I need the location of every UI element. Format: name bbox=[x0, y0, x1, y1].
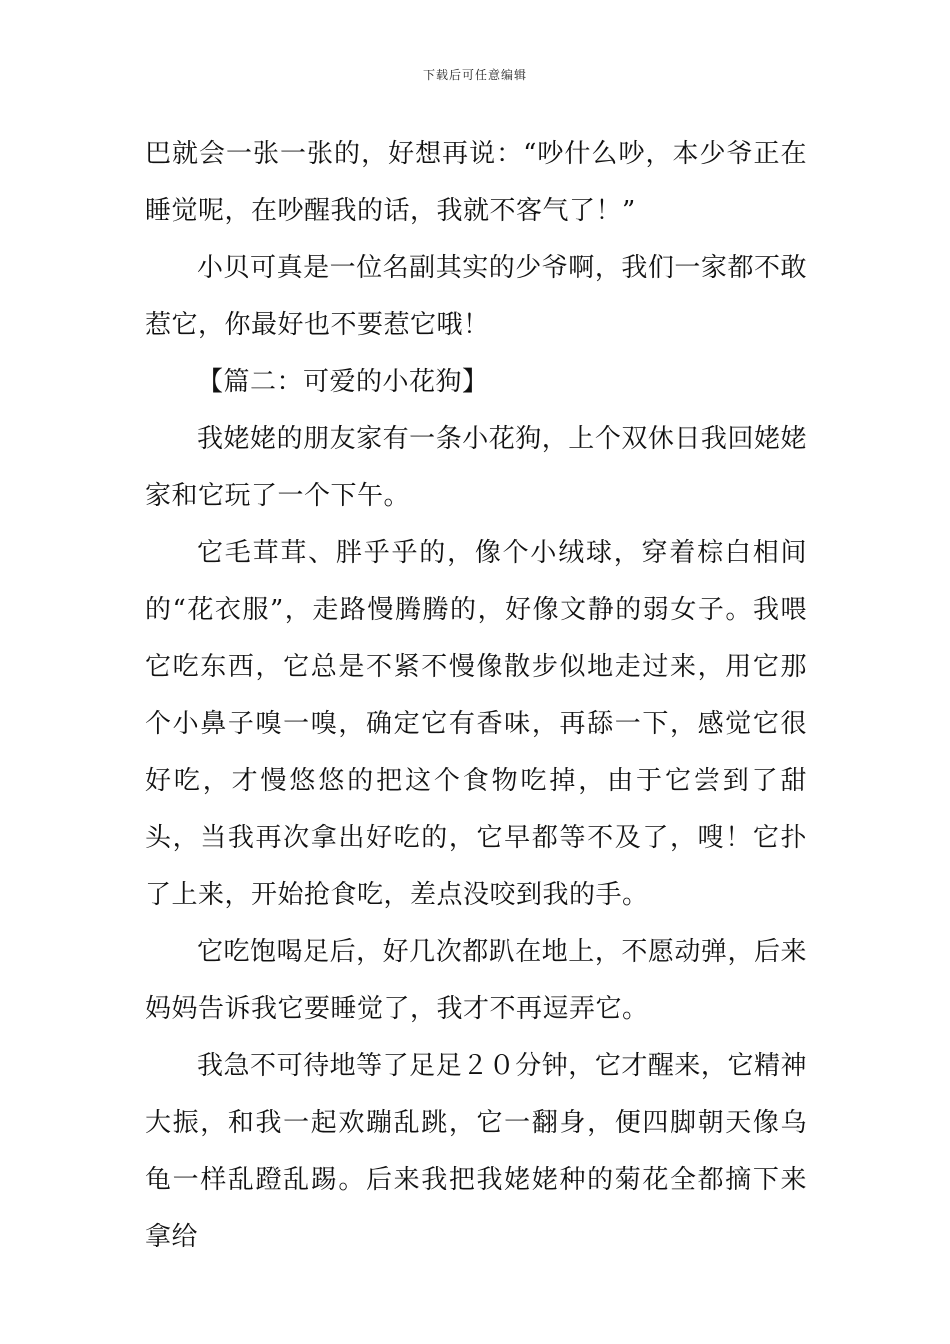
paragraph-description: 它毛茸茸、胖乎乎的，像个小绒球，穿着棕白相间的“花衣服”，走路慢腾腾的，好像文静的弱女子。我喂它吃东西，它总是不紧不慢像散步似地走过来，用它那个小鼻子嗅一嗅，确定它有香味，再舔一下，感觉它很好吃，才慢悠悠的把这个食物吃掉，由于它尝到了甜头，当我再次拿出好吃的，它早都等不及了，嗖！它扑了上来，开始抢食吃，差点没咬到我的手。 bbox=[145, 538, 807, 910]
paragraph-play: 我急不可待地等了足足２０分钟，它才醒来，它精神大振，和我一起欢蹦乱跳，它一翻身，便四脚朝天像乌龟一样乱蹬乱踢。后来我把我姥姥种的菊花全都摘下来拿给 bbox=[145, 1051, 807, 1252]
document-body bbox=[145, 126, 807, 1266]
paragraph-intro: 我姥姥的朋友家有一条小花狗，上个双休日我回姥姥家和它玩了一个下午。 bbox=[145, 424, 807, 511]
paragraph-xiaobei-conclusion: 小贝可真是一位名副其实的少爷啊，我们一家都不敢惹它，你最好也不要惹它哦！ bbox=[145, 253, 807, 340]
paragraph-continuation: 巴就会一张一张的，好想再说：“吵什么吵，本少爷正在睡觉呢，在吵醒我的话，我就不客气了！” bbox=[145, 139, 807, 226]
page-header: 下载后可任意编辑 bbox=[422, 68, 527, 82]
section-heading: 【篇二：可爱的小花狗】 bbox=[197, 367, 489, 397]
paragraph-sleep: 它吃饱喝足后，好几次都趴在地上，不愿动弹，后来妈妈告诉我它要睡觉了，我才不再逗弄它。 bbox=[145, 937, 807, 1024]
